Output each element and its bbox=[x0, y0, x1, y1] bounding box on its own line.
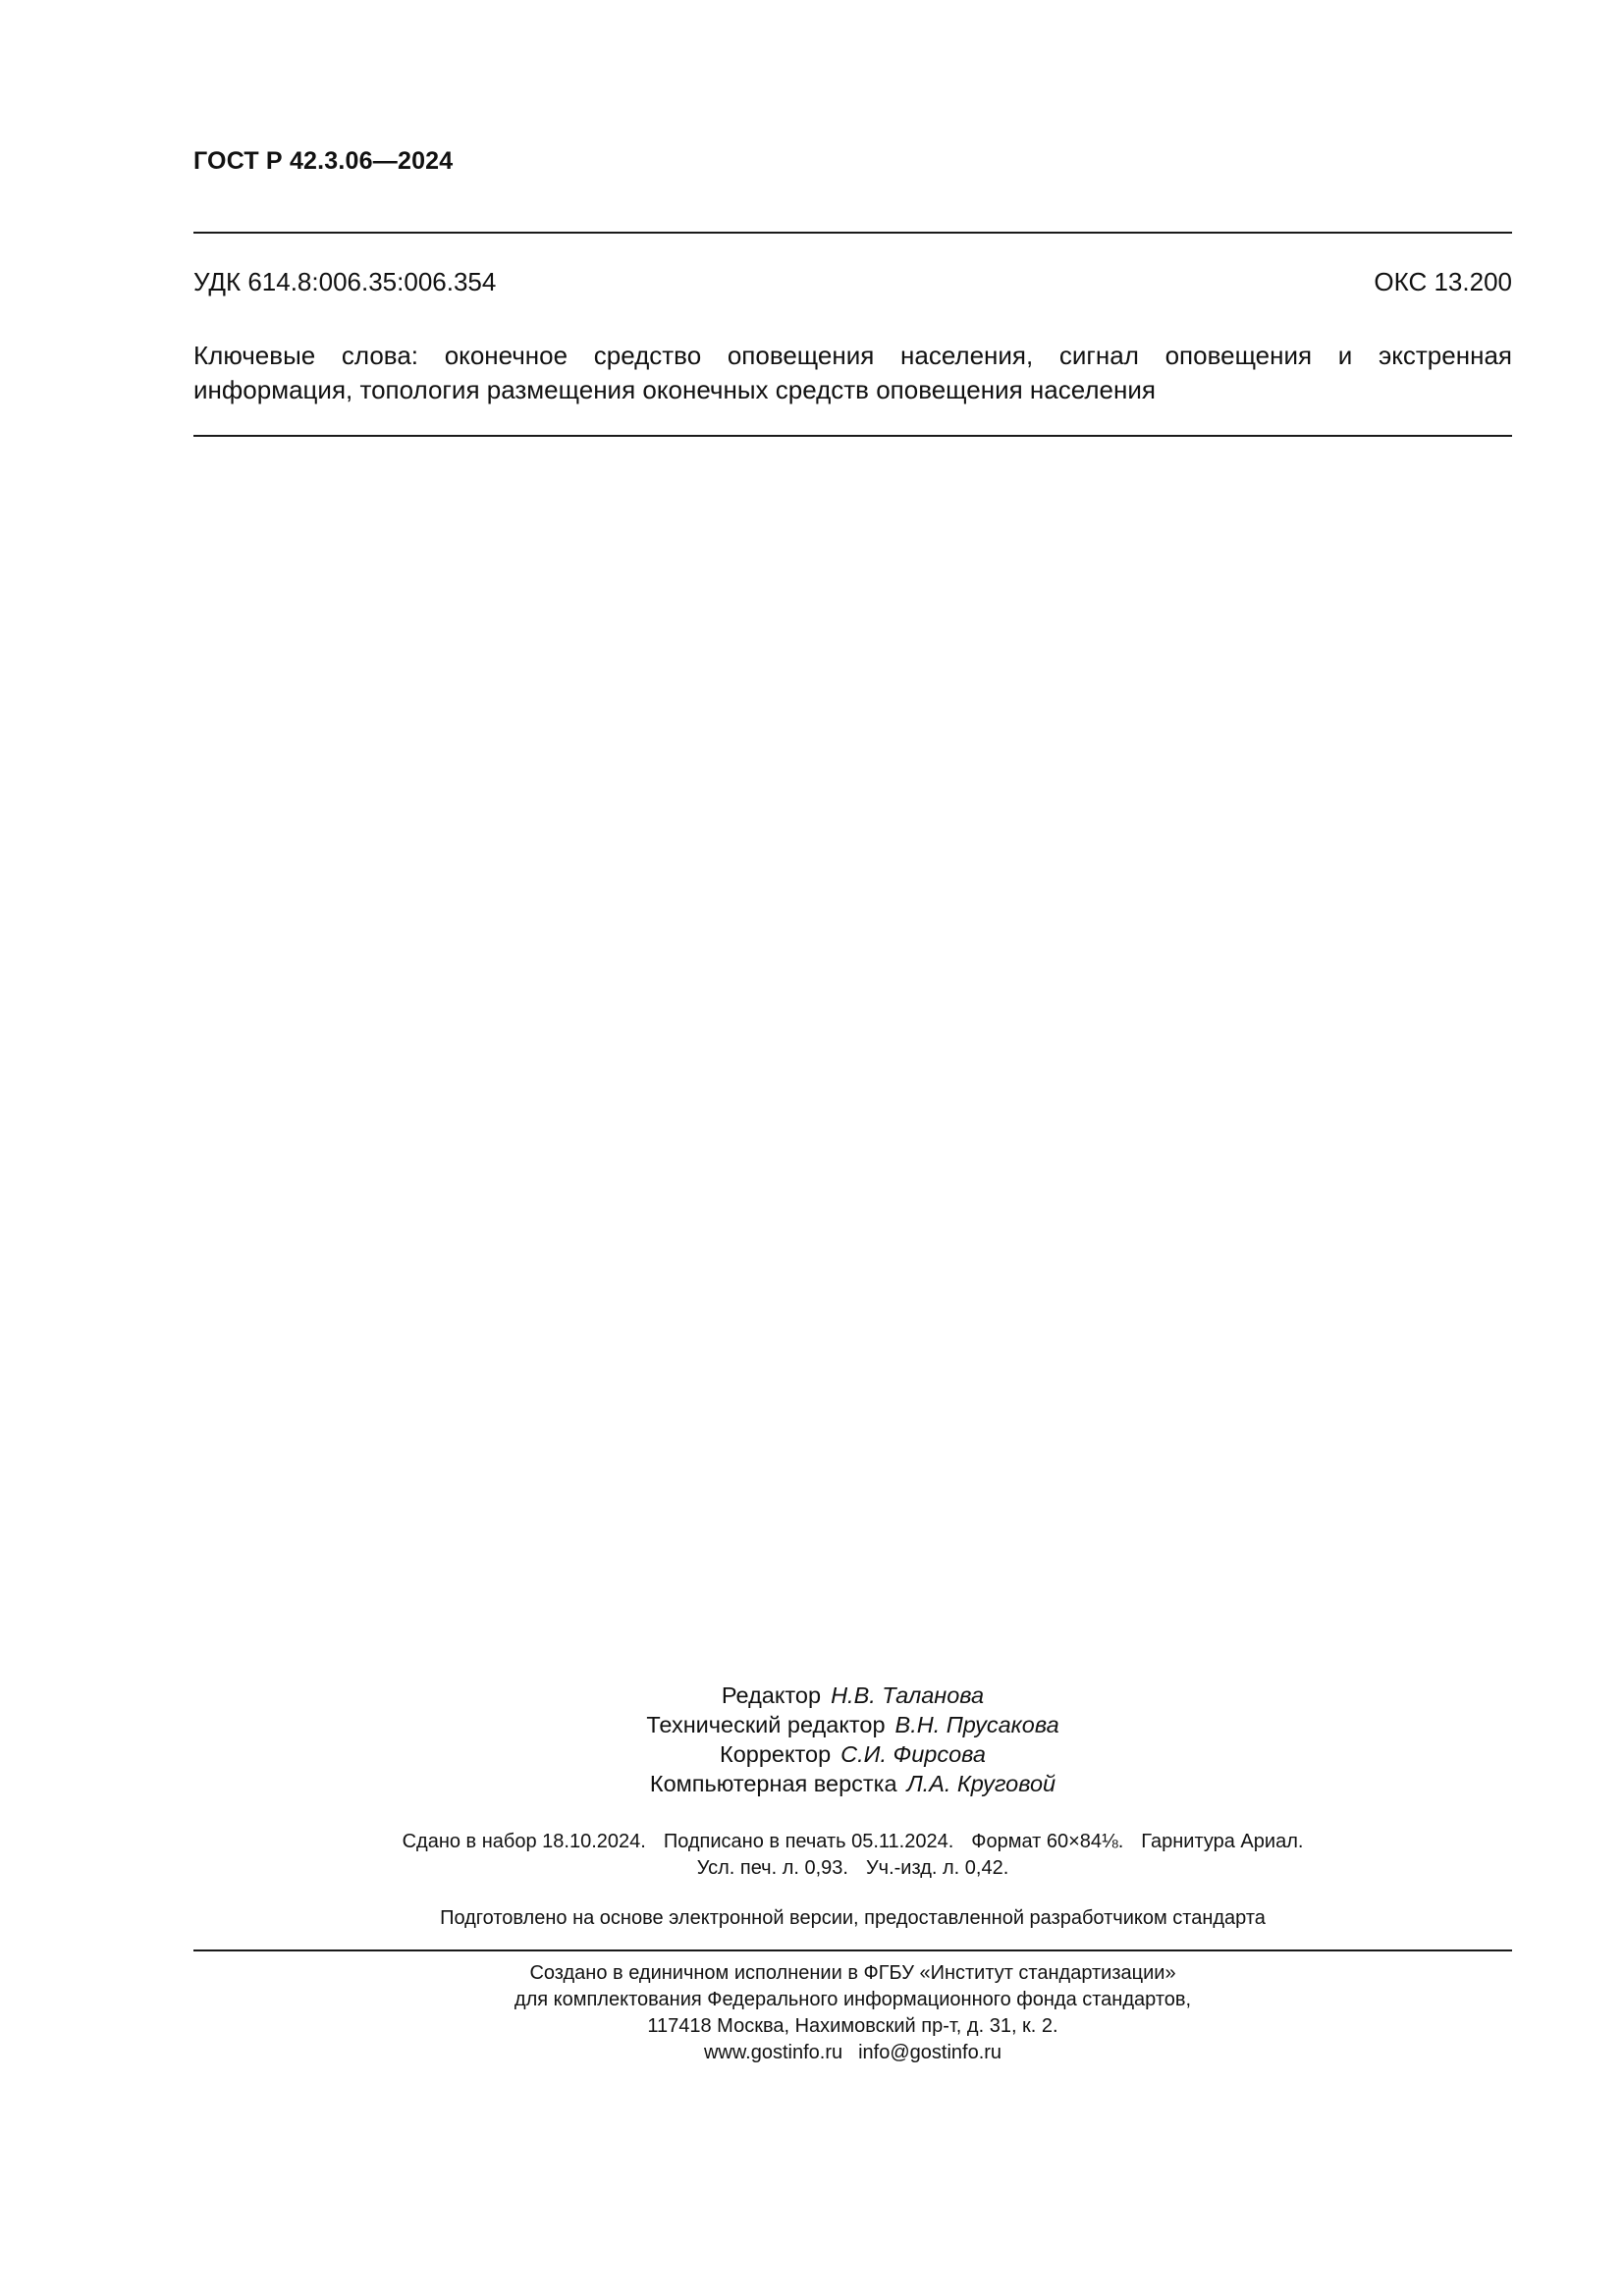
keywords-block bbox=[193, 339, 1512, 407]
imprint-typeface: Гарнитура Ариал. bbox=[1141, 1831, 1304, 1852]
keywords-line-2: информация, топология размещения оконечных средств оповещения населения bbox=[193, 375, 1156, 404]
imprint-signed: Подписано в печать 05.11.2024. bbox=[663, 1831, 954, 1852]
top-divider bbox=[193, 232, 1512, 234]
imprint-print-sheets: Усл. печ. л. 0,93. bbox=[696, 1857, 848, 1879]
publisher-divider bbox=[193, 1949, 1512, 1951]
oks-code: ОКС 13.200 bbox=[1374, 267, 1512, 296]
publisher-email[interactable]: info@gostinfo.ru bbox=[858, 2042, 1002, 2063]
publisher-line-1: Создано в единичном исполнении в ФГБУ «Институт стандартизации» bbox=[529, 1962, 1176, 1984]
imprint-line-2 bbox=[193, 1855, 1512, 1882]
publisher-website[interactable]: www.gostinfo.ru bbox=[703, 2042, 843, 2063]
imprint-publisher-sheets: Уч.-изд. л. 0,42. bbox=[865, 1857, 1009, 1879]
keywords-line-1: Ключевые слова: оконечное средство оповещения населения, сигнал оповещения и экстренная bbox=[193, 341, 1512, 370]
credit-editor bbox=[193, 1681, 1512, 1710]
credit-role: Технический редактор bbox=[646, 1712, 886, 1737]
credit-role: Редактор bbox=[721, 1682, 822, 1708]
publisher-address: 117418 Москва, Нахимовский пр-т, д. 31, к. 2. bbox=[647, 2015, 1058, 2037]
imprint-format: Формат 60×84⅛. bbox=[971, 1831, 1124, 1852]
publisher-line-2: для комплектования Федерального информационного фонда стандартов, bbox=[514, 1989, 1192, 2010]
udk-code: УДК 614.8:006.35:006.354 bbox=[193, 267, 497, 296]
credit-name: Л.А. Круговой bbox=[906, 1771, 1056, 1796]
prepared-note: Подготовлено на основе электронной версии, предоставленной разработчиком стандарта bbox=[440, 1907, 1266, 1929]
publisher-contacts bbox=[193, 2040, 1512, 2066]
credit-name: С.И. Фирсова bbox=[840, 1741, 986, 1767]
classification-row bbox=[193, 267, 1512, 297]
standard-code: ГОСТ Р 42.3.06—2024 bbox=[193, 147, 454, 175]
credit-technical-editor bbox=[193, 1710, 1512, 1739]
credit-proofreader bbox=[193, 1739, 1512, 1769]
credit-name: Н.В. Таланова bbox=[831, 1682, 985, 1708]
credit-name: В.Н. Прусакова bbox=[894, 1712, 1059, 1737]
credits-block bbox=[193, 1681, 1512, 1798]
imprint-block bbox=[193, 1829, 1512, 1882]
credit-role: Корректор bbox=[720, 1741, 832, 1767]
imprint-line-1 bbox=[193, 1829, 1512, 1855]
imprint-submitted: Сдано в набор 18.10.2024. bbox=[402, 1831, 646, 1852]
publisher-block bbox=[193, 1960, 1512, 2066]
credit-layout bbox=[193, 1769, 1512, 1798]
credit-role: Компьютерная верстка bbox=[649, 1771, 897, 1796]
keywords-divider bbox=[193, 435, 1512, 437]
